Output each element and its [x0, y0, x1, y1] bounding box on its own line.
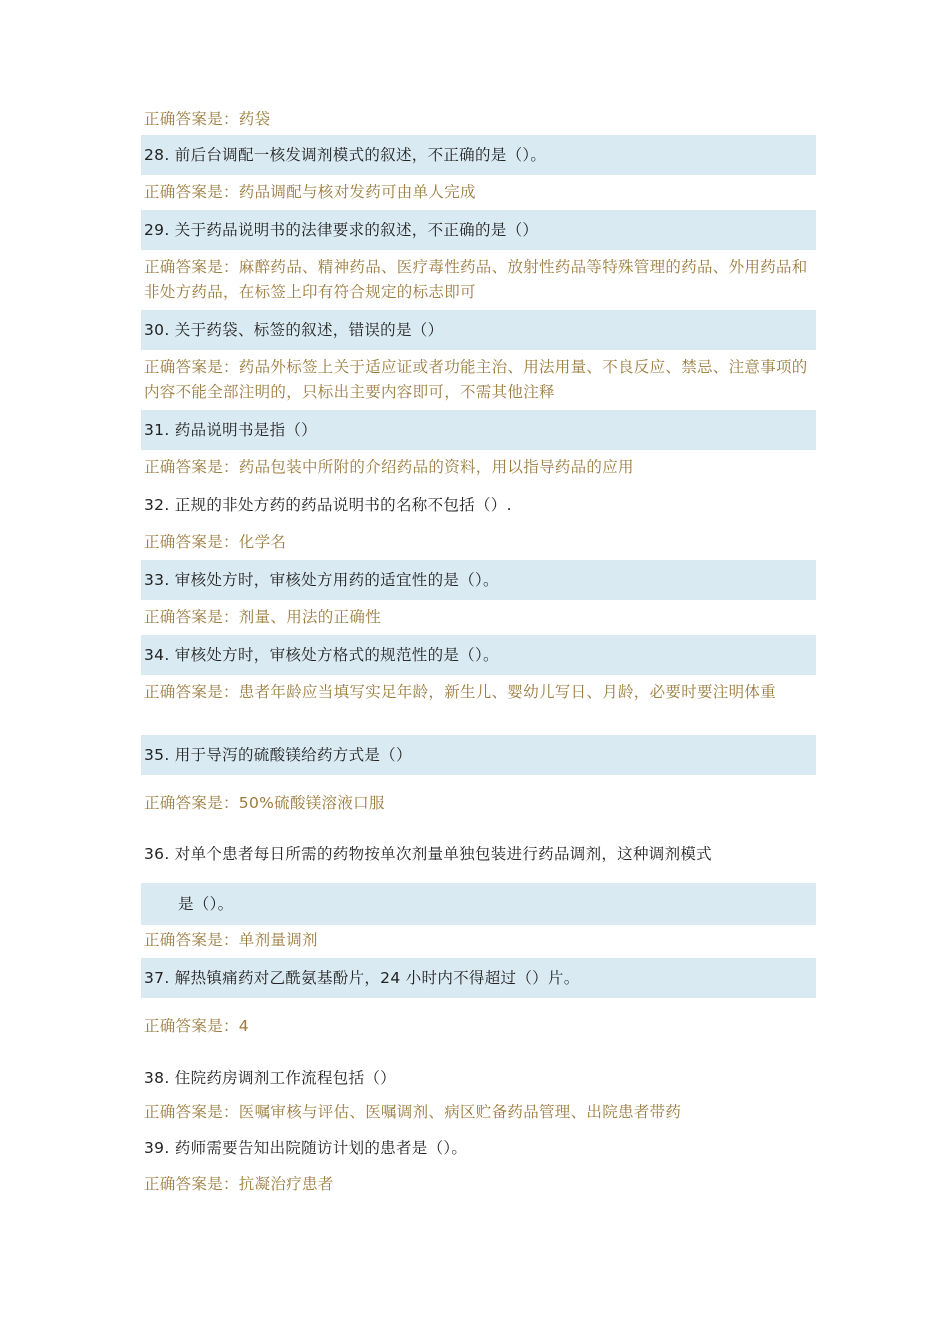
question-33: 33. 审核处方时，审核处方用药的适宜性的是（）。: [141, 560, 816, 600]
question-34: 34. 审核处方时，审核处方格式的规范性的是（）。: [141, 635, 816, 675]
answer-34: 正确答案是：患者年龄应当填写实足年龄，新生儿、婴幼儿写日、月龄，必要时要注明体重: [144, 683, 777, 701]
question-28: 28. 前后台调配一核发调剂模式的叙述，不正确的是（）。: [141, 135, 816, 175]
question-36: 36. 对单个患者每日所需的药物按单次剂量单独包装进行药品调剂，这种调剂模式: [144, 845, 712, 863]
question-38: 38. 住院药房调剂工作流程包括（）: [144, 1069, 396, 1087]
question-32: 32. 正规的非处方药的药品说明书的名称不包括（）.: [144, 496, 512, 514]
answer-30: 正确答案是：药品外标签上关于适应证或者功能主治、用法用量、不良反应、禁忌、注意事项的内容不能全部注明的，只标出主要内容即可，不需其他注释: [144, 358, 808, 401]
answer-33: 正确答案是：剂量、用法的正确性: [144, 608, 382, 626]
answer-28: 正确答案是：药品调配与核对发药可由单人完成: [144, 183, 476, 201]
answer-39: 正确答案是：抗凝治疗患者: [144, 1175, 334, 1193]
answer-29: 正确答案是：麻醉药品、精神药品、医疗毒性药品、放射性药品等特殊管理的药品、外用药品和非处方药品，在标签上印有符合规定的标志即可: [144, 258, 808, 301]
answer-27: 正确答案是：药袋: [144, 110, 271, 128]
question-39: 39. 药师需要告知出院随访计划的患者是（）。: [144, 1139, 468, 1157]
question-31: 31. 药品说明书是指（）: [141, 410, 816, 450]
question-36-continued: 是（）。: [141, 883, 816, 925]
answer-32: 正确答案是：化学名: [144, 533, 287, 551]
question-30: 30. 关于药袋、标签的叙述，错误的是（）: [141, 310, 816, 350]
question-35: 35. 用于导泻的硫酸镁给药方式是（）: [141, 735, 816, 775]
question-37: 37. 解热镇痛药对乙酰氨基酚片，24 小时内不得超过（）片。: [141, 958, 816, 998]
answer-36: 正确答案是：单剂量调剂: [144, 931, 318, 949]
answer-35: 正确答案是：50%硫酸镁溶液口服: [144, 794, 385, 812]
answer-37: 正确答案是：4: [144, 1017, 249, 1035]
answer-38: 正确答案是：医嘱审核与评估、医嘱调剂、病区贮备药品管理、出院患者带药: [144, 1103, 682, 1121]
answer-31: 正确答案是：药品包装中所附的介绍药品的资料，用以指导药品的应用: [144, 458, 634, 476]
question-29: 29. 关于药品说明书的法律要求的叙述，不正确的是（）: [141, 210, 816, 250]
